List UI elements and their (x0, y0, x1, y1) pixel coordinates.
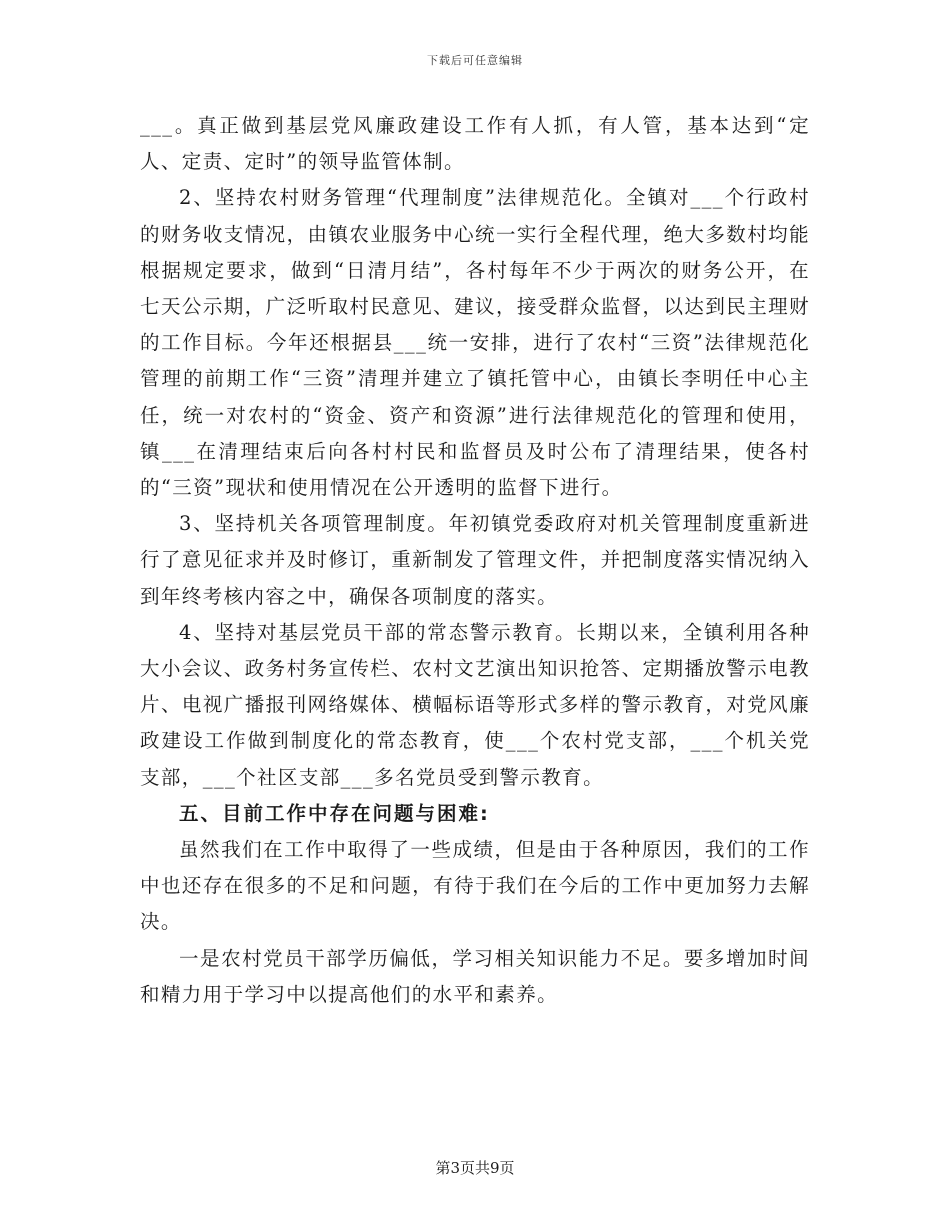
paragraph-agency-rules: 3、坚持机关各项管理制度。年初镇党委政府对机关管理制度重新进行了意见征求并及时修订，重新制发了管理文件，并把制度落实情况纳入到年终考核内容之中，确保各项制度的落实。 (140, 512, 810, 608)
paragraph-problem-one: 一是农村党员干部学历偏低，学习相关知识能力不足。要多增加时间和精力用于学习中以提高他们的水平和素养。 (140, 946, 810, 1006)
document-body (140, 108, 810, 1013)
section-heading: 五、目前工作中存在问题与困难: (179, 801, 490, 825)
page-header: 下载后可任意编辑 (427, 54, 523, 67)
paragraph-finance-management: 2、坚持农村财务管理“代理制度”法律规范化。全镇对___个行政村的财务收支情况，由镇农业服务中心统一实行全程代理，绝大多数村均能根据规定要求，做到“日清月结”，各村每年不少于两次的财务公开，在七天公示期，广泛听取村民意见、建议，接受群众监督，以达到民主理财的工作目标。今年还根据县___统一安排，进行了农村“三资”法律规范化管理的前期工作“三资”清理并建立了镇托管中心，由镇长李明任中心主任，统一对农村的“资金、资产和资源”进行法律规范化的管理和使用，镇___在清理结束后向各村村民和监督员及时公布了清理结果，使各村的“三资”现状和使用情况在公开透明的监督下进行。 (140, 186, 810, 500)
paragraph-warning-education: 4、坚持对基层党员干部的常态警示教育。长期以来，全镇利用各种大小会议、政务村务宣传栏、农村文艺演出知识抢答、定期播放警示电教片、电视广播报刊网络媒体、横幅标语等形式多样的警示教育，对党风廉政建设工作做到制度化的常态教育，使___个农村党支部，___个机关党支部，___个社区支部___多名党员受到警示教育。 (140, 620, 810, 789)
page-number: 第3页共9页 (435, 1159, 515, 1177)
paragraph-problems-intro: 虽然我们在工作中取得了一些成绩，但是由于各种原因，我们的工作中也还存在很多的不足和问题，有待于我们在今后的工作中更加努力去解决。 (140, 838, 810, 934)
paragraph-continuation: ___。真正做到基层党风廉政建设工作有人抓，有人管，基本达到“定人、定责、定时”的领导监管体制。 (140, 114, 810, 174)
